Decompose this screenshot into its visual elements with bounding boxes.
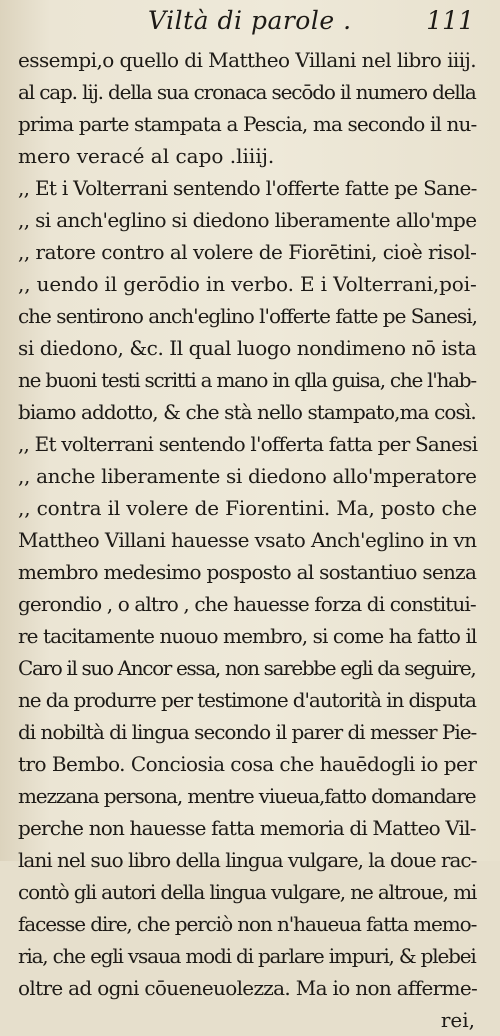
text-line: ,, Et volterrani sentendo l'offerta fatta per Sanesi (18, 432, 478, 456)
text-line: oltre ad ogni cōueneuolezza. Ma io non afferme- (18, 976, 478, 1000)
text-line: ,, anche liberamente si diedono allo'mperatore (18, 464, 477, 488)
text-line: gerondio , o altro , che hauesse forza di constitui- (18, 592, 476, 616)
text-line: prima parte stampata a Pescia, ma secondo il nu- (18, 112, 477, 136)
text-line: Mattheo Villani hauesse vsato Anch'eglino in vn (18, 528, 477, 552)
catchword: rei, (440, 1008, 475, 1032)
text-line: che sentirono anch'eglino l'offerte fatte pe Sanesi, (18, 304, 477, 328)
text-line: di nobiltà di lingua secondo il parer di messer Pie- (18, 720, 477, 744)
text-line: membro medesimo posposto al sostantiuo senza (18, 560, 477, 584)
body-text (18, 44, 477, 1036)
text-line: essempi,o quello di Mattheo Villani nel libro iiij. (18, 48, 477, 72)
text-line: ne buoni testi scritti a mano in qlla guisa, che l'hab- (18, 368, 476, 392)
text-line: ,, contra il volere de Fiorentini. Ma, posto che (18, 496, 477, 520)
text-line: ,, si anch'eglino si diedono liberamente allo'mpe (18, 208, 477, 232)
text-line: ria, che egli vsaua modi di parlare impuri, & plebei (18, 944, 476, 968)
text-line: mezzana persona, mentre viueua,fatto domandare (18, 784, 476, 808)
text-line: re tacitamente nuouo membro, si come ha fatto il (18, 624, 477, 648)
text-line: mero veracé al capo .liiij. (18, 144, 275, 168)
text-line: ,, ratore contro al volere de Fiorētini, cioè risol- (18, 240, 477, 264)
text-line: contò gli autori della lingua vulgare, ne altroue, mi (18, 880, 477, 904)
text-line: facesse dire, che perciò non n'haueua fatta memo- (18, 912, 477, 936)
text-line: lani nel suo libro della lingua vulgare, la doue rac- (18, 848, 477, 872)
text-line: perche non hauesse fatta memoria di Matteo Vil- (18, 816, 476, 840)
page-header (0, 6, 500, 40)
text-line: ,, Et i Volterrani sentendo l'offerte fatte pe Sane- (18, 176, 477, 200)
text-line: ,, uendo il gerōdio in verbo. E i Volterrani,poi- (18, 272, 477, 296)
page-number: 111 (426, 6, 474, 35)
text-line: si diedono, &c. Il qual luogo nondimeno nō ista (18, 336, 477, 360)
text-line: tro Bembo. Conciosia cosa che hauēdogli io per (18, 752, 477, 776)
text-line: al cap. lij. della sua cronaca secōdo il numero della (18, 80, 476, 104)
text-line: biamo addotto, & che stà nello stampato,ma così. (18, 400, 476, 424)
text-line: Caro il suo Ancor essa, non sarebbe egli da seguire, (18, 656, 476, 680)
text-line: ne da produrre per testimone d'autorità in disputa (18, 688, 476, 712)
running-head: Viltà di parole . (148, 6, 352, 35)
